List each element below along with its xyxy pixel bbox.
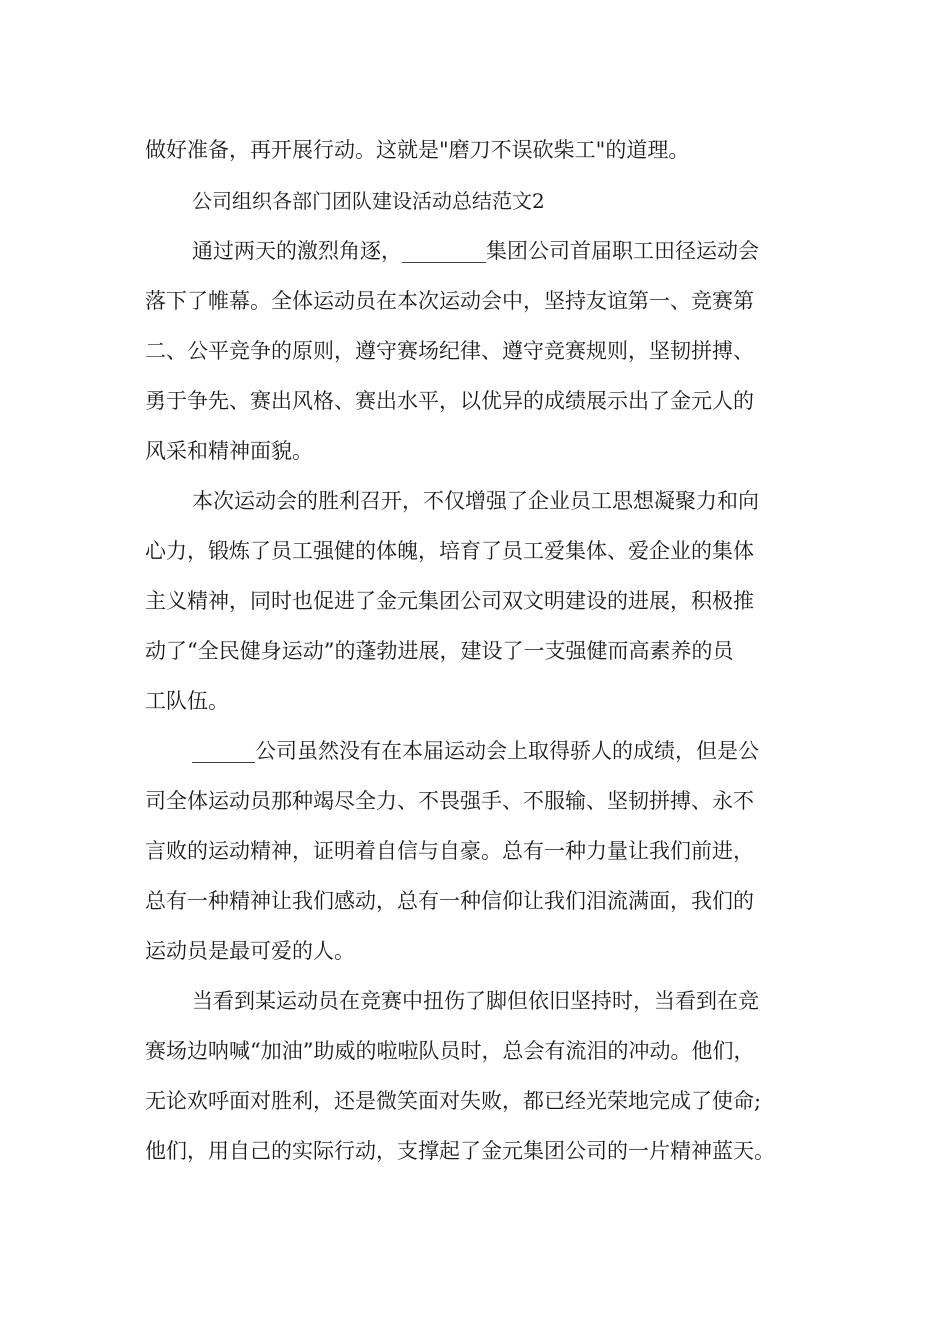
paragraph-line: 动了“全民健身运动”的蓬勃进展，建设了一支强健而高素养的员 [145, 639, 734, 663]
paragraph-line: 总有一种精神让我们感动，总有一种信仰让我们泪流满面，我们的 [145, 889, 754, 913]
paragraph-line: 言败的运动精神，证明着自信与自豪。总有一种力量让我们前进， [145, 839, 754, 863]
paragraph-line: 风采和精神面貌。 [145, 439, 313, 463]
paragraph-line: 本次运动会的胜利召开，不仅增强了企业员工思想凝聚力和向 [192, 489, 759, 513]
paragraph-line: 司全体运动员那种竭尽全力、不畏强手、不服输、坚韧拼搏、永不 [145, 789, 754, 813]
paragraph-line: 通过两天的激烈角逐，________集团公司首届职工田径运动会 [192, 239, 759, 263]
paragraph-line: 做好准备，再开展行动。这就是"磨刀不误砍柴工"的道理。 [145, 138, 690, 162]
paragraph-line: 赛场边呐喊“加油”助威的啦啦队员时，总会有流泪的冲动。他们， [145, 1039, 755, 1063]
section-heading: 公司组织各部门团队建设活动总结范文2 [192, 189, 545, 213]
paragraph-line: 当看到某运动员在竞赛中扭伤了脚但依旧坚持时，当看到在竞 [192, 989, 759, 1013]
paragraph-line: 他们，用自己的实际行动，支撑起了金元集团公司的一片精神蓝天。 [145, 1139, 775, 1163]
paragraph-line: 勇于争先、赛出风格、赛出水平，以优异的成绩展示出了金元人的 [145, 389, 754, 413]
paragraph-line: 二、公平竞争的原则，遵守赛场纪律、遵守竞赛规则，坚韧拼搏、 [145, 339, 754, 363]
paragraph-line: 落下了帷幕。全体运动员在本次运动会中，坚持友谊第一、竞赛第 [145, 289, 754, 313]
paragraph-line: ______公司虽然没有在本届运动会上取得骄人的成绩，但是公 [192, 739, 759, 763]
paragraph-line: 运动员是最可爱的人。 [145, 939, 355, 963]
paragraph-line: 无论欢呼面对胜利，还是微笑面对失败，都已经光荣地完成了使命; [145, 1089, 762, 1113]
paragraph-line: 主义精神，同时也促进了金元集团公司双文明建设的进展，积极推 [145, 589, 754, 613]
paragraph-line: 心力，锻炼了员工强健的体魄，培育了员工爱集体、爱企业的集体 [145, 539, 754, 563]
paragraph-line: 工队伍。 [145, 689, 229, 713]
